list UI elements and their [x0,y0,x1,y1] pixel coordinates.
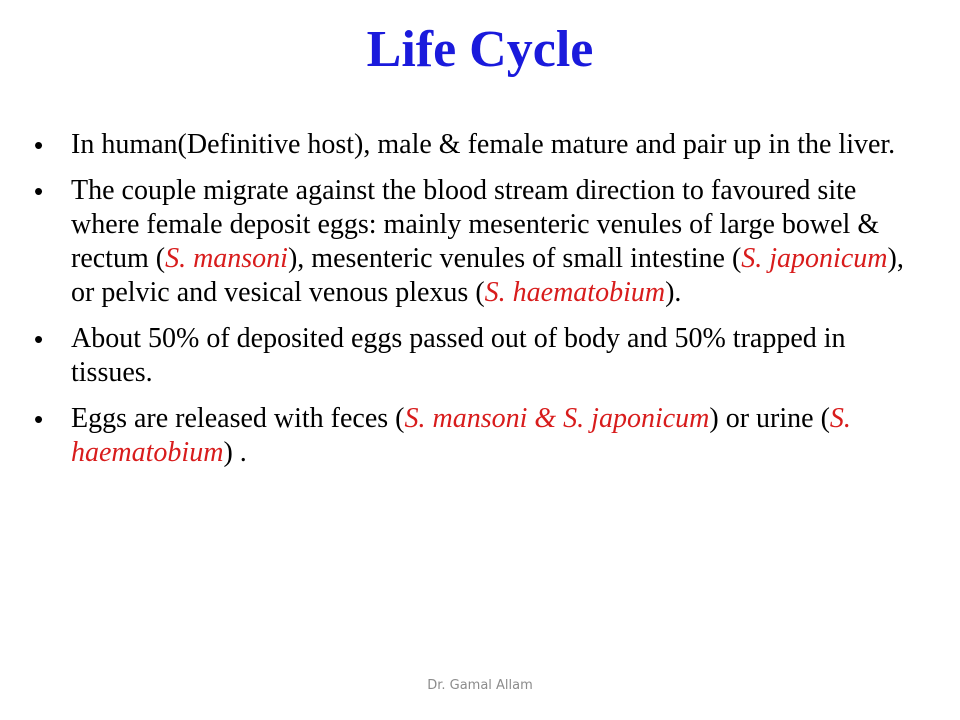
bullet-text: About 50% of deposited eggs passed out of body and 50% trapped in tissues. [71,323,846,388]
bullet-item-1 [34,128,914,162]
bullet-text: The couple migrate against the blood stream direction to favoured site where female deposit eggs: mainly mesenteric venules of large bowel & rectum ( [71,175,880,274]
bullet-text: In human(Definitive host), male & female mature and pair up in the liver. [71,129,896,160]
slide-title: Life Cycle [366,21,594,78]
bullet-item-3 [34,322,914,390]
bullet-item-4 [34,402,914,470]
bullet-item-2 [34,174,914,310]
bullet-text: Eggs are released with feces ( [71,403,405,434]
species-name: S. mansoni [165,243,288,274]
bullet-text: ) or urine ( [709,403,830,434]
species-name: S. japonicum [741,243,888,274]
bullet-icon: • [34,404,44,434]
bullet-text: ) . [223,437,247,468]
footer-author: Dr. Gamal Allam [427,678,533,693]
bullet-list [34,128,914,482]
bullet-text: ), mesenteric venules of small intestine ( [287,243,742,274]
species-name: S. haematobium [71,403,851,468]
species-name: S. mansoni & S. japonicum [404,403,710,434]
bullet-icon: • [34,176,44,206]
species-name: S. haematobium [484,277,666,308]
bullet-icon: • [34,130,44,160]
bullet-icon: • [34,324,44,354]
bullet-text: ). [665,277,682,308]
bullet-text: ), or pelvic and vesical venous plexus ( [71,243,904,308]
